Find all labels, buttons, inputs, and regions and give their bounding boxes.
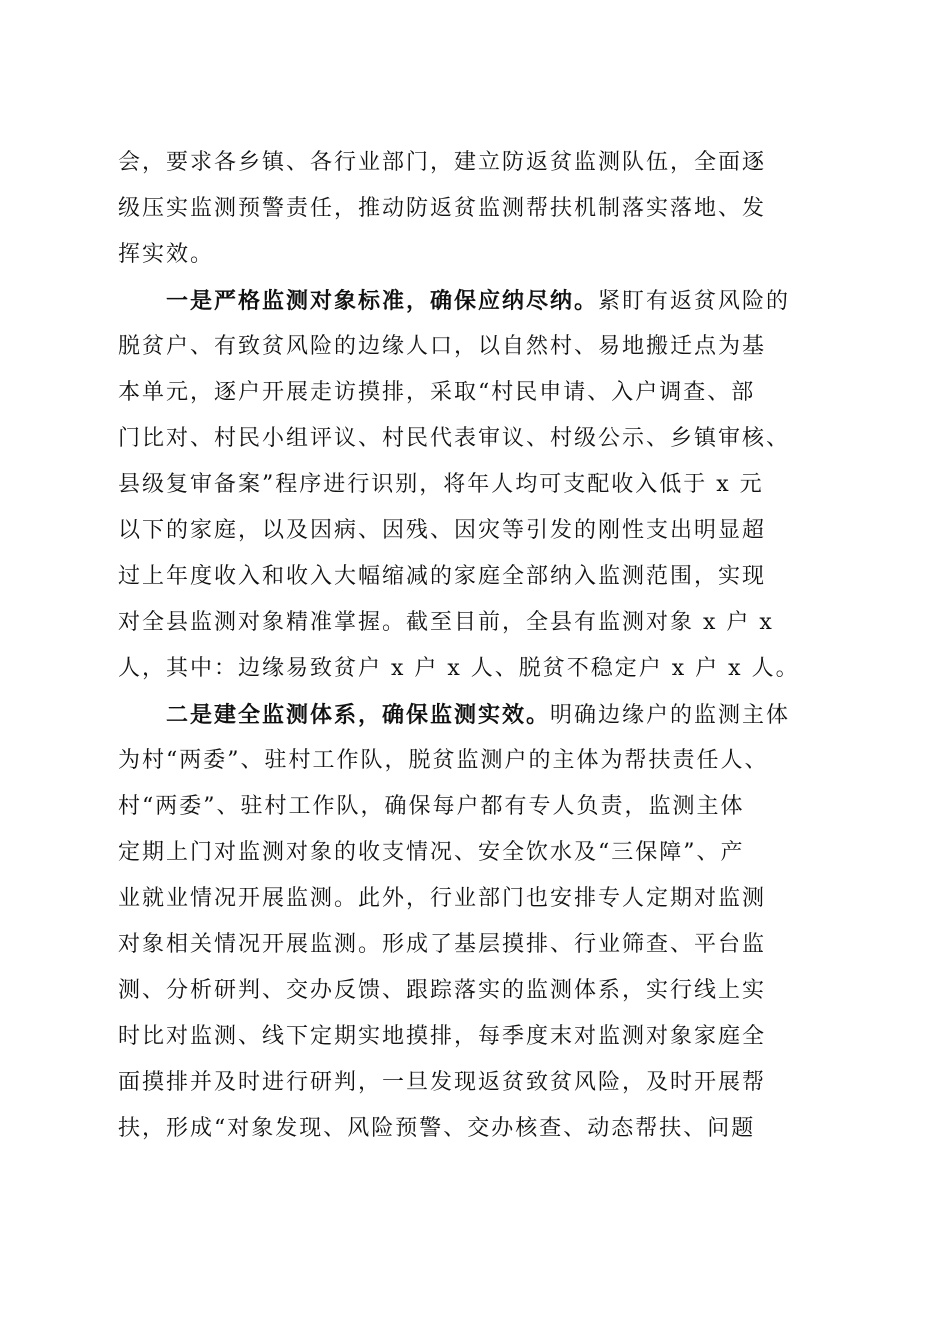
text-line: 测、分析研判、交办反馈、跟踪落实的监测体系，实行线上实 bbox=[118, 978, 767, 1003]
text-line: 业就业情况开展监测。此外，行业部门也安排专人定期对监测 bbox=[118, 886, 767, 911]
text-line: 定期上门对监测对象的收支情况、安全饮水及“三保障”、产 bbox=[118, 840, 745, 865]
text-line: 本单元，逐户开展走访摸排，采取“村民申请、入户调查、部 bbox=[118, 380, 756, 405]
text-line: 面摸排并及时进行研判，一旦发现返贫致贫风险，及时开展帮 bbox=[118, 1070, 767, 1095]
text-line: 村“两委”、驻村工作队，确保每户都有专人负责，监测主体 bbox=[118, 794, 745, 819]
text-line: 县级复审备案”程序进行识别，将年人均可支配收入低于 x 元 bbox=[118, 472, 764, 497]
text-line: 为村“两委”、驻村工作队，脱贫监测户的主体为帮扶责任人、 bbox=[118, 748, 769, 773]
paragraph-2-first-line bbox=[118, 692, 834, 738]
paragraph-1-first-line bbox=[118, 278, 834, 324]
text-line: 脱贫户、有致贫风险的边缘人口，以自然村、易地搬迁点为基 bbox=[118, 334, 767, 359]
text-line: 门比对、村民小组评议、村民代表审议、村级公示、乡镇审核、 bbox=[118, 426, 791, 451]
paragraph-2-first-line-text: 明确边缘户的监测主体 bbox=[550, 703, 791, 728]
text-line: 级压实监测预警责任，推动防返贫监测帮扶机制落实落地、发 bbox=[118, 196, 767, 221]
text-line: 时比对监测、线下定期实地摸排，每季度末对监测对象家庭全 bbox=[118, 1024, 767, 1049]
text-line: 过上年度收入和收入大幅缩减的家庭全部纳入监测范围，实现 bbox=[118, 564, 767, 589]
text-line: 扶，形成“对象发现、风险预警、交办核查、动态帮扶、问题 bbox=[118, 1116, 756, 1141]
body-text bbox=[118, 140, 834, 1152]
text-line: 对全县监测对象精准掌握。截至目前，全县有监测对象 x 户 x bbox=[118, 610, 774, 635]
paragraph-1-first-line-text: 紧盯有返贫风险的 bbox=[598, 289, 791, 314]
text-line: 以下的家庭，以及因病、因残、因灾等引发的刚性支出明显超 bbox=[118, 518, 767, 543]
text-line: 会，要求各乡镇、各行业部门，建立防返贫监测队伍，全面逐 bbox=[118, 150, 767, 175]
text-line: 挥实效。 bbox=[118, 242, 215, 267]
text-line: 人，其中：边缘易致贫户 x 户 x 人、脱贫不稳定户 x 户 x 人。 bbox=[118, 656, 800, 681]
text-line: 对象相关情况开展监测。形成了基层摸排、行业筛查、平台监 bbox=[118, 932, 767, 957]
paragraph-1-heading: 一是严格监测对象标准，确保应纳尽纳。 bbox=[166, 288, 599, 314]
paragraph-2-heading: 二是建全监测体系，确保监测实效。 bbox=[166, 702, 551, 728]
